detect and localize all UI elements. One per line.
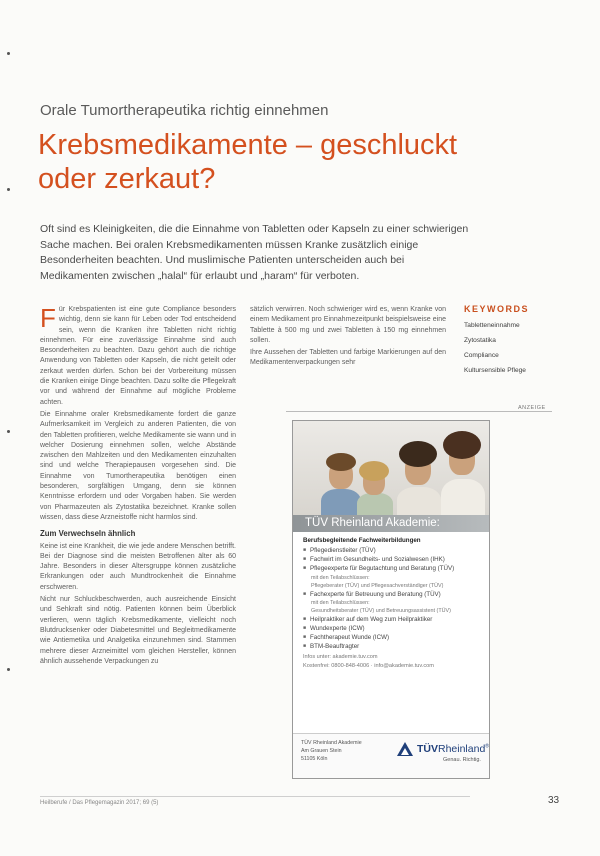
tuv-logo-wordmark [417,743,489,755]
ad-course: ■ BTM-Beauftragter [303,642,479,651]
person-hair [326,453,356,471]
page-number: 33 [548,795,560,806]
keyword-item: Zytostatika [464,337,496,344]
paragraph: Ihre Aussehen der Tabletten und farbige Markierungen auf den Medikamentenverpackungen sehr [250,349,446,367]
person-hair [399,441,437,467]
ad-body [293,532,489,670]
logo-registered-mark: ® [485,743,489,750]
punch-hole [7,430,10,433]
logo-word-tuv: TÜV [417,743,438,755]
article-column-2 [250,305,446,371]
section-subheading: Zum Verwechseln ähnlich [40,529,136,539]
keyword-item: Kultursensible Pflege [464,367,526,374]
address-line: Am Grauen Stein [301,747,342,754]
person-hair [443,431,481,459]
paragraph: Die Einnahme oraler Krebsmedikamente fordert die ganze Aufmerksamkeit im Vergleich zu anderen Patienten, die von den Tabletten profitieren, welche Medikamente sie wann und in welcher Dosierung einnehmen sollen, welche Abstände zwischen den Mahlzeiten und den Medikamenten einzuhalten sind und welche Therapiepausen vorgesehen sind. Die Einnahme von Tumortherapeutika benötigen einen besonderen, sorgfältigen Umgang, denn sie können Kenntnisse erfordern und oder Vorgaben haben. Sie werden von Pharmazeuten als Zytostatika bezeichnet. Kranke sollen wissen, dass diese Arzneistoffe nicht harmlos sind. [40,410,236,521]
punch-hole [7,52,10,55]
article-kicker: Orale Tumortherapeutika richtig einnehmen [40,102,329,119]
journal-citation: Heilberufe / Das Pflegemagazin 2017; 69 (5) [40,800,159,806]
ad-info-phone: Kostenfrei: 0800-848-4006 · info@akademie.tuv.com [303,662,434,669]
article-column-1 [40,305,236,669]
ad-divider [286,411,552,412]
drop-cap: F [40,303,56,333]
paragraph-text: ür Krebspatienten ist eine gute Compliance besonders wichtig, denn sie kann für Leben oder Tod entscheidend sein, wenn die Kranken ihre Tabletten nicht richtig einnehmen. Für eine zuverlässige Einnahme sind auch Besonderheiten zu beachten. Dazu gehört auch die richtige Anwendung von Tabletten oder Kapseln, die nicht geteilt oder zerkaut werden dürfen. Schon bei der Vorbereitung müssen die Kranken einige Dinge beachten. Dazu sollte die Pflegekraft vor und während der Einnahme auf mögliche Probleme achten. [40,306,236,406]
ad-course: ■ Wundexperte (ICW) [303,624,479,633]
paragraph: Keine ist eine Krankheit, die wie jede andere Menschen betrifft. Bei der Diagnose sind die meisten Betroffenen älter als 60 Jahre. Besonders in dieser Altersgruppe können zusätzliche Erkrankungen oder auch Mundtrockenheit die Einnahme erschweren. [40,542,236,591]
punch-holes [7,0,13,856]
paragraph: Nicht nur Schluckbeschwerden, auch ausreichende Einsicht und Sehkraft sind nötig. Patienten können beim Überblick verlieren, wenn täglich Krebsmedikamente, vielleicht noch Blutdrucksenker oder Diabetesmittel und Begleitmedikamente wie Antiemetika und Analgetika einzunehmen sind. Stammen mehrere dieser Arzneimittel vom gleichen Hersteller, können ähnlich aussehende Verpackungen zu [40,596,236,665]
keyword-item: Compliance [464,352,499,359]
person-shirt [321,489,361,515]
ad-course: ■ Fachtherapeut Wunde (ICW) [303,633,479,642]
ad-banner: TÜV Rheinland Akademie: [293,515,489,532]
person-shirt [441,479,485,515]
ad-course: ■ Pflegedienstleiter (TÜV) [303,546,479,555]
address-line: 51105 Köln [301,755,328,762]
ad-course: ■ Pflegeexperte für Begutachtung und Beratung (TÜV) [303,564,479,573]
person-shirt [357,493,393,515]
footer-divider [40,796,470,797]
ad-address [301,740,362,763]
ad-heading: Berufsbegleitende Fachweiterbildungen [303,537,421,544]
ad-course: ■ Fachexperte für Betreuung und Beratung (TÜV) [303,590,479,599]
keywords-title: KEYWORDS [464,304,530,314]
punch-hole [7,188,10,191]
punch-hole [7,668,10,671]
ad-info-web: Infos unter: akademie.tuv.com [303,653,378,660]
ad-footer [293,733,489,778]
ad-course: ■ Heilpraktiker auf dem Weg zum Heilpraktiker [303,615,479,624]
person-shirt [397,487,441,515]
ad-label: ANZEIGE [518,405,546,411]
logo-word-rheinland: Rheinland [438,743,486,755]
ad-course-detail: mit den Teilabschlüssen: [311,599,370,606]
article-headline: Krebsmedikamente – geschluckt oder zerkaut? [38,129,458,195]
tuv-logo-triangle-inner [401,748,409,755]
ad-course-detail: Pflegeberater (TÜV) und Pflegesachverständiger (TÜV) [311,582,444,589]
article-lead: Oft sind es Kleinigkeiten, die die Einnahme von Tabletten oder Kapseln zu einer schwierigen Sache machen. Bei oralen Krebsmedikamenten müssen Kranke zusätzlich einige Besonderheiten beachten. Und muslimische Patienten unterscheiden auch bei Medikamenten zwischen „halal“ für erlaubt und „haram“ für verboten. [40,223,469,282]
ad-course: ■ Fachwirt im Gesundheits- und Sozialwesen (IHK) [303,555,479,564]
ad-course-detail: Gesundheitsberater (TÜV) und Betreuungsassistent (TÜV) [311,607,451,614]
keywords-box [464,304,574,378]
ad-course-detail: mit den Teilabschlüssen: [311,574,370,581]
person-hair [359,461,389,481]
paragraph [40,305,236,408]
tuv-logo-tagline: Genau. Richtig. [443,757,481,763]
tuv-advertisement [292,420,490,779]
keyword-item: Tabletteneinnahme [464,322,520,329]
paragraph: sätzlich verwirren. Noch schwieriger wird es, wenn Kranke von einem Medikament pro Einnahmezeitpunkt beispielsweise eine Tablette à 500 mg und zwei Tabletten à 150 mg einnehmen sollen. [250,306,446,344]
address-line: TÜV Rheinland Akademie [301,740,362,746]
ad-photo-people [293,421,489,515]
